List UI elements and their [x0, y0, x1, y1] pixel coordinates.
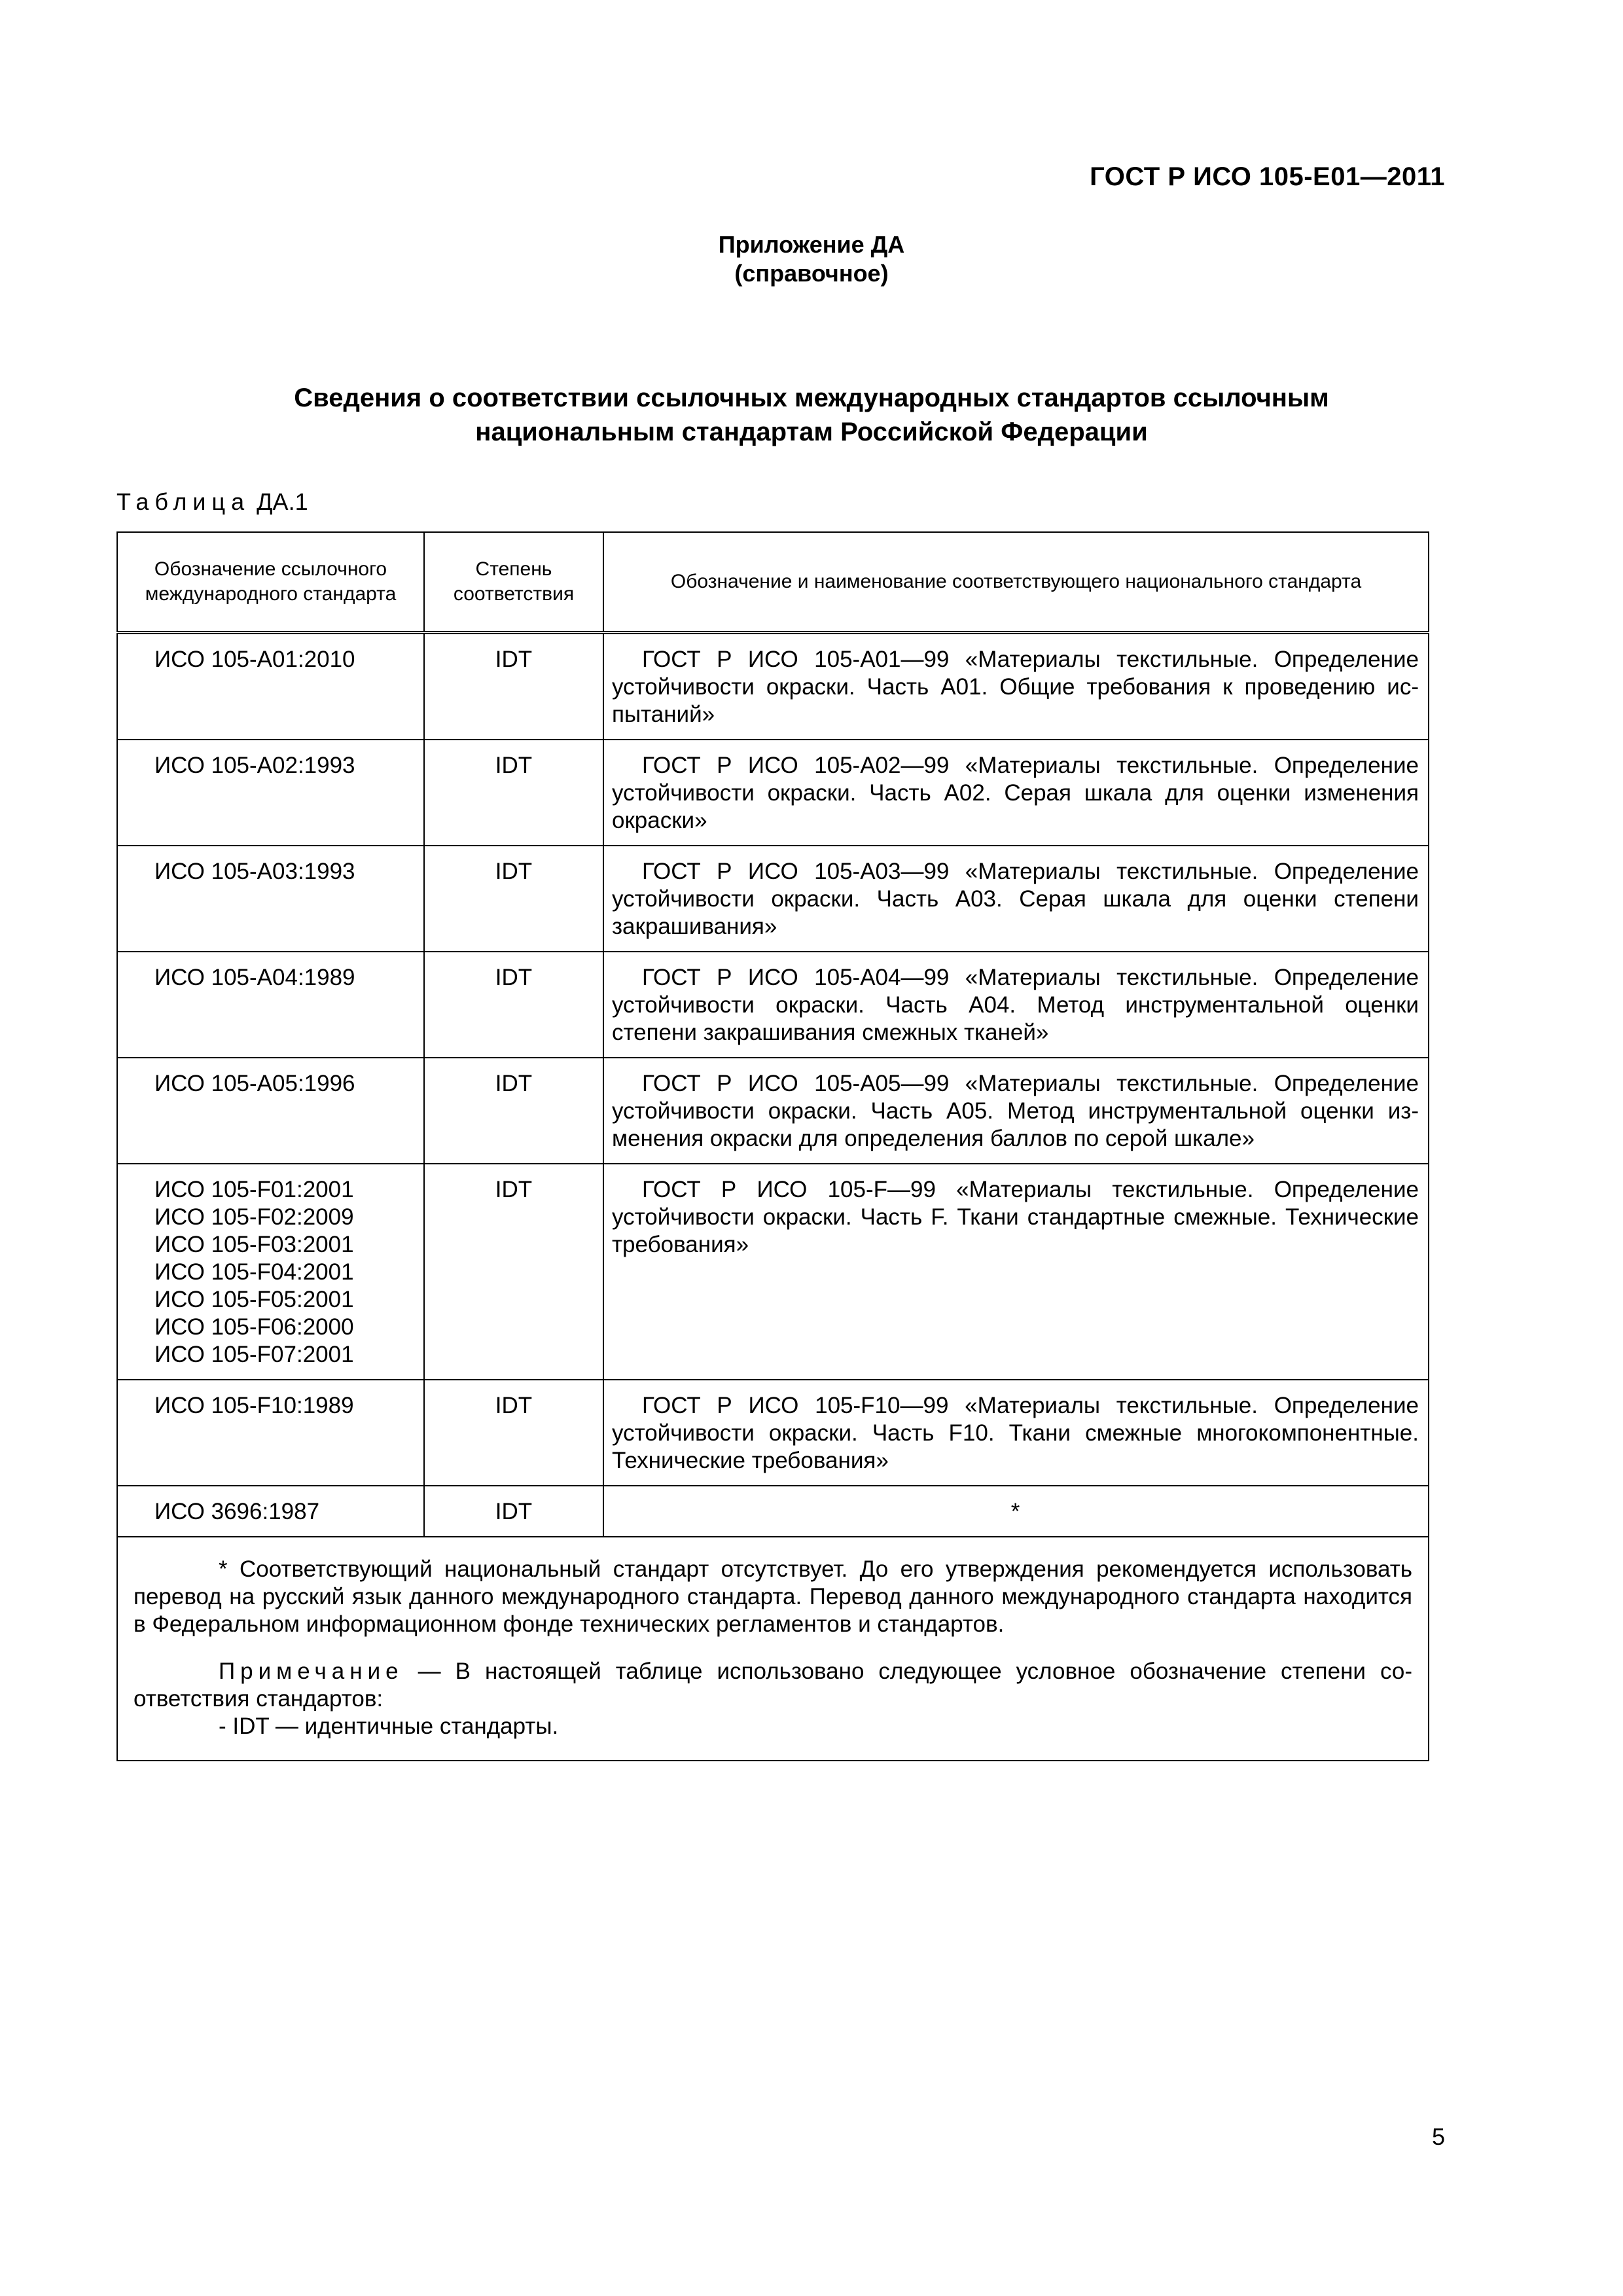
- degree-cell: IDT: [424, 740, 603, 846]
- national-standard-text: ГОСТ Р ИСО 105-A03—99 «Материалы текстильные. Определение устойчивости окраски. Часть A03. Серая шкала для оценки степени закрашивания»: [612, 859, 1419, 939]
- header-degree-line-2: соответствия: [453, 583, 575, 605]
- table-row: [117, 1486, 1429, 1537]
- iso-cell: [117, 1164, 424, 1380]
- degree-cell: IDT: [424, 1486, 603, 1537]
- national-standard-cell: [603, 846, 1429, 952]
- table-row: [117, 740, 1429, 846]
- iso-cell: [117, 1380, 424, 1486]
- iso-cell: [117, 846, 424, 952]
- document-code: ГОСТ Р ИСО 105-E01—2011: [1090, 162, 1445, 191]
- footnote-row: [117, 1537, 1429, 1761]
- appendix-heading: [0, 230, 1623, 288]
- iso-code: ИСО 105-A02:1993: [154, 753, 355, 778]
- note-text: — В настоящей таблице использовано следующее условное обозначение степени соответствия стандартов:: [134, 1659, 1412, 1712]
- national-standard-text: ГОСТ Р ИСО 105-A01—99 «Материалы текстильные. Определение устойчивости окраски. Часть A01. Общие требования к проведению испытаний»: [612, 647, 1419, 727]
- iso-code: ИСО 105-A04:1989: [154, 965, 355, 990]
- table-row: [117, 846, 1429, 952]
- table-row: [117, 952, 1429, 1058]
- national-standard-cell: [603, 1486, 1429, 1537]
- header-iso-line-1: Обозначение ссылочного: [154, 558, 387, 580]
- iso-code: ИСО 105-A05:1996: [154, 1071, 355, 1096]
- note-paragraph: [134, 1658, 1412, 1713]
- header-iso-designation: [117, 532, 424, 633]
- table-row: [117, 1380, 1429, 1486]
- iso-code: ИСО 105-F06:2000: [154, 1314, 354, 1340]
- iso-code: ИСО 105-F10:1989: [154, 1393, 354, 1418]
- note-label: Примечание: [219, 1659, 404, 1684]
- iso-code: ИСО 105-F02:2009: [154, 1204, 354, 1230]
- footnote-text: * Соответствующий национальный стандарт отсутствует. До его утверждения рекомендуется использовать перевод на русский язык данного международного стандарта. Перевод данного международного стандарта находится в Федеральном информационном фонде технических регламентов и стандартов.: [134, 1556, 1412, 1637]
- table-row: [117, 1164, 1429, 1380]
- table-caption-number: ДА.1: [257, 488, 308, 515]
- note-list-item: - IDT — идентичные стандарты.: [219, 1713, 559, 1739]
- degree-cell: IDT: [424, 952, 603, 1058]
- iso-code: ИСО 105-F07:2001: [154, 1342, 354, 1367]
- table-caption-label: Таблица: [116, 488, 251, 515]
- table-header-row: [117, 532, 1429, 633]
- iso-cell: [117, 633, 424, 740]
- table-caption: [116, 488, 308, 516]
- page-number: 5: [1431, 2123, 1445, 2150]
- degree-cell: IDT: [424, 846, 603, 952]
- national-standard-cell: [603, 633, 1429, 740]
- national-standard-text: ГОСТ Р ИСО 105-F10—99 «Материалы текстильные. Определение устойчивости окраски. Часть F10. Ткани смежные многокомпонентные. Технические требования»: [612, 1393, 1419, 1473]
- table-row: [117, 633, 1429, 740]
- iso-cell: [117, 1486, 424, 1537]
- page-title-line-1: Сведения о соответствии ссылочных международных стандартов ссылочным: [294, 384, 1329, 412]
- page-title-line-2: национальным стандартам Российской Федерации: [475, 418, 1148, 446]
- header-national-standard: Обозначение и наименование соответствующего национального стандарта: [603, 532, 1429, 633]
- footnote-cell: [117, 1537, 1429, 1761]
- iso-code: ИСО 105-A03:1993: [154, 859, 355, 884]
- iso-cell: [117, 740, 424, 846]
- appendix-title: Приложение ДА: [718, 231, 905, 258]
- degree-cell: IDT: [424, 1380, 603, 1486]
- iso-code: ИСО 105-A01:2010: [154, 647, 355, 672]
- iso-code: ИСО 105-F05:2001: [154, 1287, 354, 1312]
- table-row: [117, 1058, 1429, 1164]
- national-standard-text: ГОСТ Р ИСО 105-F—99 «Материалы текстильные. Определение устойчивости окраски. Часть F. Ткани стандартные смежные. Технические требования»: [612, 1177, 1419, 1257]
- appendix-subtitle: (справочное): [734, 260, 889, 287]
- iso-code: ИСО 3696:1987: [154, 1499, 320, 1524]
- national-standard-text: ГОСТ Р ИСО 105-A02—99 «Материалы текстильные. Определение устойчивости окраски. Часть A02. Серая шкала для оценки изменения окраски»: [612, 753, 1419, 833]
- national-standard-cell: [603, 1058, 1429, 1164]
- header-degree-line-1: Степень: [475, 558, 552, 580]
- iso-code: ИСО 105-F03:2001: [154, 1232, 354, 1257]
- footnote-marker: *: [1010, 1499, 1020, 1524]
- iso-cell: [117, 1058, 424, 1164]
- degree-cell: IDT: [424, 633, 603, 740]
- iso-cell: [117, 952, 424, 1058]
- standards-table: [116, 531, 1429, 1761]
- header-iso-line-2: международного стандарта: [145, 583, 397, 605]
- iso-code: ИСО 105-F04:2001: [154, 1259, 354, 1285]
- national-standard-cell: [603, 952, 1429, 1058]
- national-standard-text: ГОСТ Р ИСО 105-A05—99 «Материалы текстильные. Определение устойчивости окраски. Часть A05. Метод инструментальной оценки изменения окраски для определения баллов по серой шкале»: [612, 1071, 1419, 1151]
- header-degree: [424, 532, 603, 633]
- national-standard-cell: [603, 1164, 1429, 1380]
- degree-cell: IDT: [424, 1164, 603, 1380]
- national-standard-cell: [603, 1380, 1429, 1486]
- iso-code: ИСО 105-F01:2001: [154, 1177, 354, 1202]
- national-standard-text: ГОСТ Р ИСО 105-A04—99 «Материалы текстильные. Определение устойчивости окраски. Часть A04. Метод инструментальной оценки степени закрашивания смежных тканей»: [612, 965, 1419, 1045]
- national-standard-cell: [603, 740, 1429, 846]
- page-title: [0, 381, 1623, 449]
- degree-cell: IDT: [424, 1058, 603, 1164]
